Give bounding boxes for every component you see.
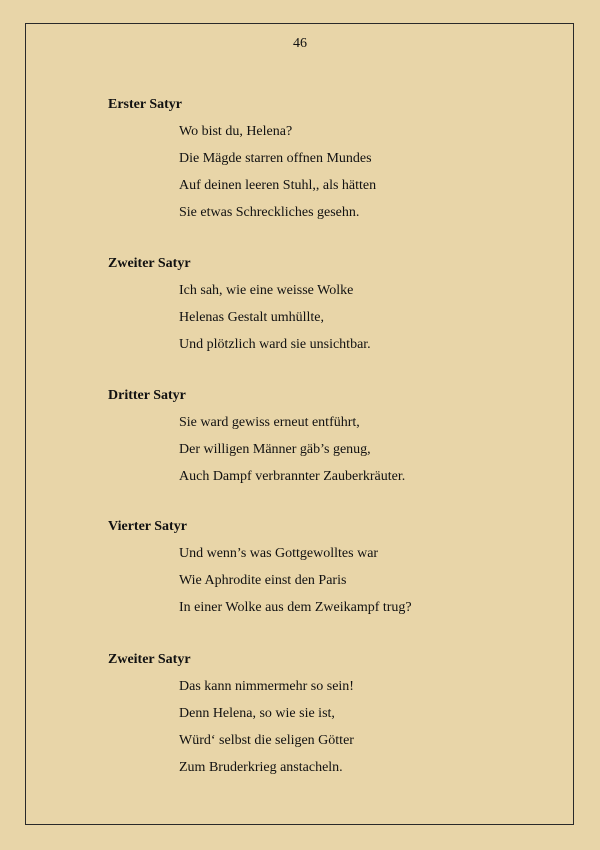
speaker-name: Vierter Satyr xyxy=(108,519,187,534)
page-number: 46 xyxy=(293,36,307,51)
speaker-name: Dritter Satyr xyxy=(108,388,186,403)
speech-erster-satyr xyxy=(108,96,376,222)
verse-line: Das kann nimmermehr so sein! xyxy=(179,679,354,694)
verse-line: Ich sah, wie eine weisse Wolke xyxy=(179,283,354,298)
speech-vierter-satyr xyxy=(108,518,412,617)
speech-zweiter-satyr-2 xyxy=(108,651,354,777)
verse-line: Und plötzlich ward sie unsichtbar. xyxy=(179,337,371,352)
speaker-name: Zweiter Satyr xyxy=(108,652,191,667)
speech-zweiter-satyr xyxy=(108,255,371,354)
verse-line: Auch Dampf verbrannter Zauberkräuter. xyxy=(179,469,406,484)
speech-dritter-satyr xyxy=(108,387,405,486)
verse-line: Würd‘ selbst die seligen Götter xyxy=(179,733,354,748)
verse-line: Der willigen Männer gäb’s genug, xyxy=(179,442,371,457)
verse-line: Auf deinen leeren Stuhl,, als hätten xyxy=(179,178,377,193)
verse-line: Wie Aphrodite einst den Paris xyxy=(179,573,347,588)
speaker-name: Erster Satyr xyxy=(108,97,182,112)
verse-line: Denn Helena, so wie sie ist, xyxy=(179,706,335,721)
verse-line: Helenas Gestalt umhüllte, xyxy=(179,310,325,325)
verse-line: Die Mägde starren offnen Mundes xyxy=(179,151,372,166)
speaker-name: Zweiter Satyr xyxy=(108,256,191,271)
verse-line: Sie ward gewiss erneut entführt, xyxy=(179,415,360,430)
verse-line: Und wenn’s was Gottgewolltes war xyxy=(179,546,379,561)
verse-line: Wo bist du, Helena? xyxy=(179,124,293,139)
verse-line: Sie etwas Schreckliches gesehn. xyxy=(179,205,360,220)
verse-line: Zum Bruderkrieg anstacheln. xyxy=(179,760,343,775)
verse-line: In einer Wolke aus dem Zweikampf trug? xyxy=(179,600,412,615)
